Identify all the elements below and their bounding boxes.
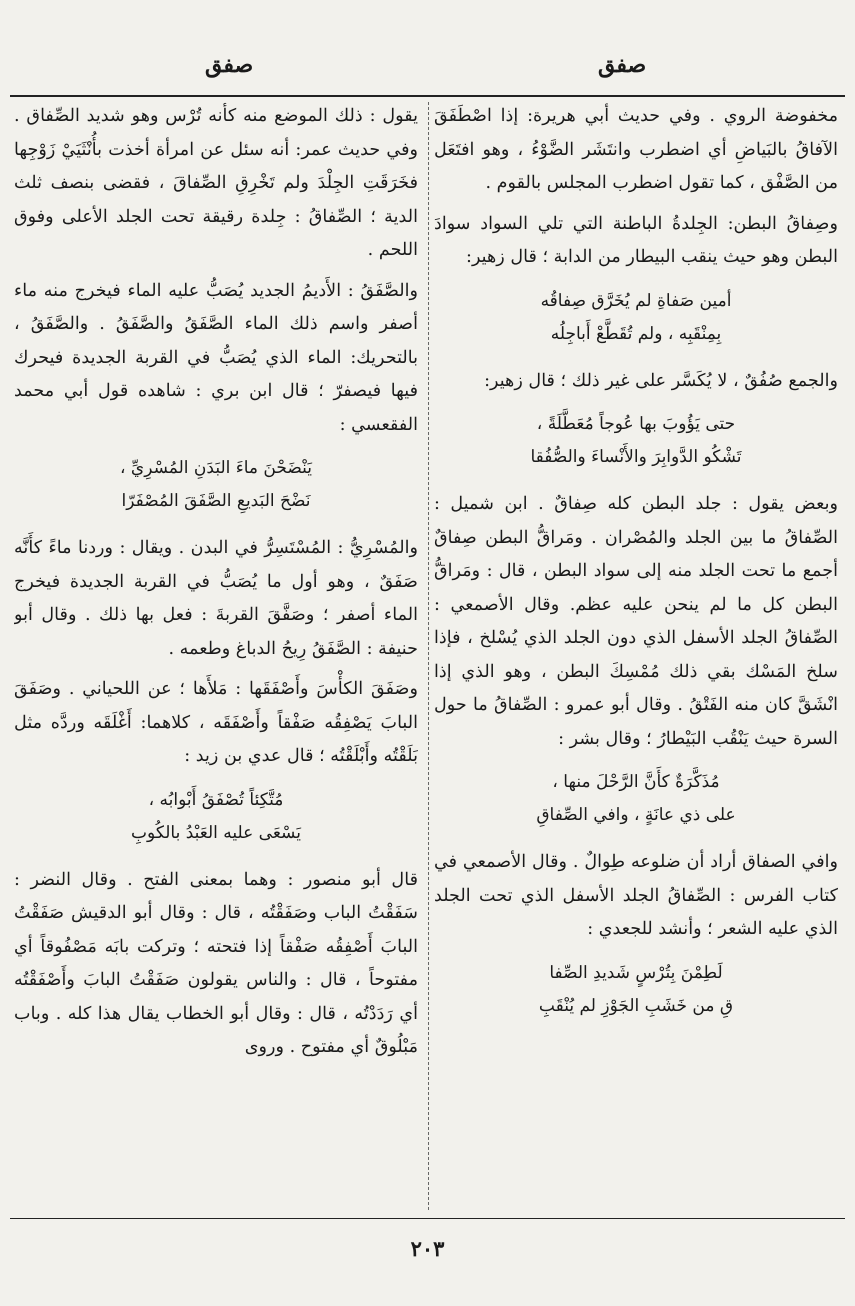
entry-paragraph: والمُسْرِيُّ : المُسْتَسِرُّ في البدن . ويقال : وردنا ماءً كأَنَّه صَفَقٌ ، وهو أول ما يُصَبُّ في القربة الجديدة فيخرج الماء أصفر ؛ وصَفَّقَ القربةَ : فعل بها ذلك . وقال أبو حنيفة : الصَّفَقُ رِيحُ الدباغ وطعمه . — [14, 538, 418, 659]
verse-line: تَشْكُو الدَّوابِرَ والأَنْساءَ والصُّفُقا — [530, 447, 742, 467]
page-number: ٢٠٣ — [410, 1236, 445, 1261]
verse-line: مُتَّكِئاً تُصْفَقُ أَبْوابُه ، — [148, 789, 284, 810]
poetry-verse — [14, 784, 418, 850]
poetry-verse — [434, 766, 838, 832]
entry-paragraph: مخفوضة الروي . وفي حديث أبي هريرة: إذا اصْطَفَقَ الآفاقُ بالبَياضِ أي اضطرب وانتَشَر الضَّوْءُ ، وهو افتَعَل من الصَّفْق ، كما تقول اضطرب المجلس بالقوم . — [434, 106, 838, 193]
entry-paragraph: وبعض يقول : جلد البطن كله صِفاقٌ . ابن شميل : الصِّفاقُ ما بين الجلد والمُصْران . ومَراقُّ البطن صِفاقٌ أجمع ما تحت الجلد منه إلى سواد البطن ، قال : ومَراقُّ البطن كل ما لم ينحن عليه عظم. وقال الأصمعي : الصِّفاقُ الجلد الأسفل الذي دون الجلد الذي يُسْلخ ، فإذا سلخ المَسْك بقي ذلك مُمْسِكَ البطن ، وهو الذي إذا انْشَقَّ كان منه الفَتْقُ . وقال أبو عمرو : الصِّفاقُ ما حول السرة حيث يَنْقُب البَيْطارُ ؛ وقال بشر : — [434, 494, 838, 749]
verse-line: على ذي عانَةٍ ، وافي الصِّفاقِ — [536, 805, 736, 825]
poetry-verse — [14, 452, 418, 518]
poetry-verse — [434, 408, 838, 474]
verse-line: حتى يَؤُوبَ بها عُوجاً مُعَطَّلَةً ، — [536, 414, 736, 434]
verse-line: لَطِمْنَ بِتُرْسٍ شَديدِ الصِّفا — [549, 962, 723, 983]
verse-line: بِمِنْقَبِه ، ولم تُقَطَّعْ أَباجِلُه — [550, 323, 722, 344]
column-divider — [428, 102, 429, 1210]
entry-paragraph: وصَفَقَ الكأْسَ وأَصْفَقَها : مَلأَها ؛ عن اللحياني . وصَفَقَ البابَ يَصْفِقُه صَفْقاً وأَصْفَقَه ، كلاهما: أَغْلَقَه وردَّه مثل بَلَقْتُه وأَبْلَقْتُه ؛ قال عدي بن زيد : — [14, 679, 418, 766]
head-word-right: صفق — [598, 52, 647, 78]
entry-paragraph: وافي الصفاق أراد أن ضلوعه طِوالٌ . وقال الأصمعي في كتاب الفرس : الصِّفاقُ الجلد الأسفل الذي تحت الجلد الذي عليه الشعر ؛ وأنشد للجعدي : — [434, 852, 838, 939]
poetry-verse — [434, 285, 838, 351]
entry-paragraph: والجمع صُفُقٌ ، لا يُكَسَّر على غير ذلك ؛ قال زهير: — [484, 370, 838, 391]
verse-line: قِ من خَشَبِ الجَوْزِ لم يُنْقَبِ — [538, 995, 734, 1016]
entry-paragraph: وصِفاقُ البطن: الجِلدةُ الباطنة التي تلي السواد سوادَ البطن وهو حيث ينقب البيطار من الدابة ؛ قال زهير: — [434, 213, 838, 267]
verse-line: مُذَكَّرَةٌ كأَنَّ الرَّحْلَ منها ، — [552, 772, 720, 792]
entry-paragraph: يقول : ذلك الموضع منه كأنه تُرْس وهو شديد الصِّفاق . وفي حديث عمر: أنه سئل عن امرأة أخذت بأُنْثَيَيْ زَوْجِها فخَرَقَتِ الجِلْدَ ولم تَخْرِقِ الصِّفاقَ ، فقضى بنصف ثلث الدية ؛ الصِّفاقُ : جِلدة رقيقة تحت الجلد الأعلى وفوق اللحم . — [14, 106, 418, 260]
header-rule — [10, 95, 845, 97]
verse-line: نَضْحَ البَديعِ الصَّفَقَ المُصْفَرّا — [121, 491, 311, 511]
poetry-verse — [434, 957, 838, 1023]
head-word-left: صفق — [205, 52, 254, 78]
verse-line: يَنْضَحْنَ ماءَ البَدَنِ المُسْرِيِّ ، — [120, 458, 312, 478]
verse-line: يَسْعَى عليه العَبْدُ بالكُوبِ — [131, 822, 301, 843]
footer-rule — [10, 1218, 845, 1219]
left-column — [14, 100, 418, 1212]
entry-paragraph: والصَّفَقُ : الأَديمُ الجديد يُصَبُّ عليه الماء فيخرج منه ماء أصفر واسم ذلك الماء الصَّفَقُ والصَّفَقُ . والصَّفَقُ ، بالتحريك: الماء الذي يُصَبُّ في القربة الجديدة فيحرك فيها فيصفرّ ؛ قال ابن بري : شاهده قول أبي محمد الفقعسي : — [14, 280, 418, 435]
right-column — [434, 100, 838, 1212]
entry-paragraph: قال أبو منصور : وهما بمعنى الفتح . وقال النضر : سَفَقْتُ الباب وصَفَقْتُه ، قال : وقال أبو الدقيش صَفَقْتُ البابَ أَصْفِقُه صَفْقاً إذا فتحته ؛ وتركت بابَه مَصْفُوقاً أي مفتوحاً ، قال : والناس يقولون صَفَقْتُ البابَ وأَصْفَقْتُه أي رَدَدْتُه ، قال : وقال أبو الخطاب يقال هذا كله . وباب مَبْلُوقٌ أي مفتوح . وروى — [14, 869, 418, 1057]
verse-line: أمين صَفاةِ لم يُخَرَّق صِفاقُه — [540, 290, 732, 311]
